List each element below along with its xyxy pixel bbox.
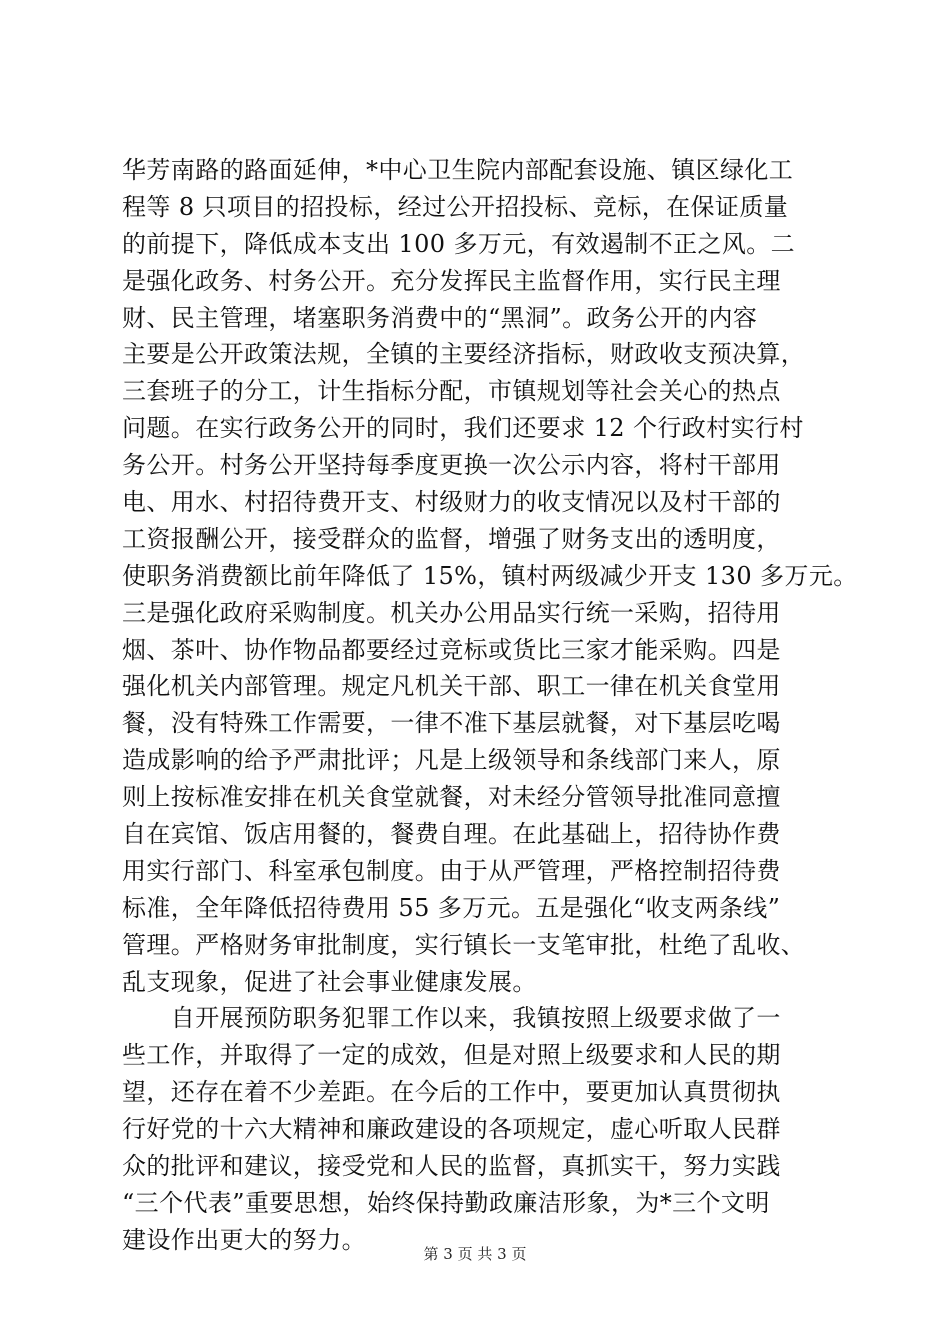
text-line: 望，还存在着不少差距。在今后的工作中，要更加认真贯彻执: [122, 1078, 781, 1107]
text-line: 程等 8 只项目的招投标，经过公开招投标、竞标，在保证质量: [122, 192, 789, 221]
page-number-label: 第 3 页 共 3 页: [423, 1245, 527, 1263]
text-line: 电、用水、村招待费开支、村级财力的收支情况以及村干部的: [122, 488, 781, 517]
text-line: 众的批评和建议，接受党和人民的监督，真抓实干，努力实践: [122, 1152, 781, 1181]
text-line: 自开展预防职务犯罪工作以来，我镇按照上级要求做了一: [122, 1004, 781, 1033]
text-line: 华芳南路的路面延伸，*中心卫生院内部配套设施、镇区绿化工: [122, 156, 794, 184]
text-line: 乱支现象，促进了社会事业健康发展。: [122, 967, 537, 996]
text-line: 标准，全年降低招待费用 55 多万元。五是强化“收支两条线”: [122, 893, 781, 922]
text-line: 三套班子的分工，计生指标分配，市镇规划等社会关心的热点: [122, 377, 781, 406]
text-line: 主要是公开政策法规，全镇的主要经济指标，财政收支预决算，: [122, 340, 806, 369]
text-line: 餐，没有特殊工作需要，一律不准下基层就餐，对下基层吃喝: [122, 709, 781, 738]
text-line: 用实行部门、科室承包制度。由于从严管理，严格控制招待费: [122, 856, 781, 885]
text-line: 管理。严格财务审批制度，实行镇长一支笔审批，杜绝了乱收、: [122, 930, 806, 959]
text-line: 是强化政务、村务公开。充分发挥民主监督作用，实行民主理: [122, 266, 781, 295]
text-line: 工资报酬公开，接受群众的监督，增强了财务支出的透明度，: [122, 524, 781, 553]
page-footer: [0, 1243, 950, 1265]
text-line: 强化机关内部管理。规定凡机关干部、职工一律在机关食堂用: [122, 672, 781, 701]
text-line: “三个代表”重要思想，始终保持勤政廉洁形象，为*三个文明: [122, 1188, 770, 1217]
text-line: 烟、茶叶、协作物品都要经过竞标或货比三家才能采购。四是: [122, 635, 781, 664]
text-line: 的前提下，降低成本支出 100 多万元，有效遏制不正之风。二: [122, 229, 796, 258]
text-line: 行好党的十六大精神和廉政建设的各项规定，虚心听取人民群: [122, 1115, 781, 1144]
text-line: 自在宾馆、饭店用餐的，餐费自理。在此基础上，招待协作费: [122, 820, 781, 849]
text-line: 则上按标准安排在机关食堂就餐，对未经分管领导批准同意擅: [122, 783, 781, 812]
text-line: 务公开。村务公开坚持每季度更换一次公示内容，将村干部用: [122, 451, 781, 480]
text-line: 问题。在实行政务公开的同时，我们还要求 12 个行政村实行村: [122, 414, 804, 443]
body-text: [122, 152, 858, 1259]
text-line: 财、民主管理，堵塞职务消费中的“黑洞”。政务公开的内容: [122, 303, 758, 332]
text-line: 建设作出更大的努力。: [122, 1225, 366, 1254]
text-line: 造成影响的给予严肃批评；凡是上级领导和条线部门来人，原: [122, 746, 781, 775]
text-line: 使职务消费额比前年降低了 15%，镇村两级减少开支 130 多万元。: [122, 561, 858, 590]
text-line: 些工作，并取得了一定的成效，但是对照上级要求和人民的期: [122, 1041, 781, 1070]
text-line: 三是强化政府采购制度。机关办公用品实行统一采购，招待用: [122, 598, 781, 627]
